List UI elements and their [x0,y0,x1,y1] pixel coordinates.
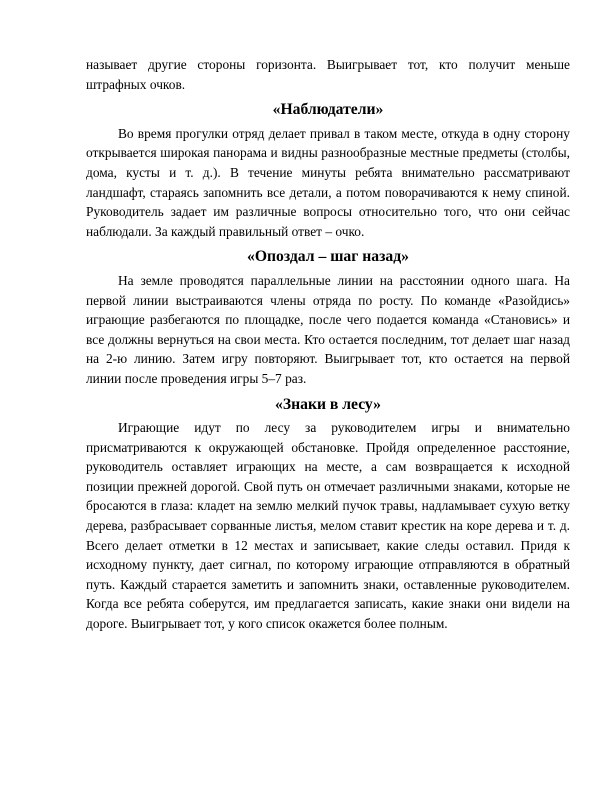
section-title-forest-signs: «Знаки в лесу» [275,395,381,413]
intro-paragraph: называет другие стороны горизонта. Выигрывает тот, кто получит меньше штрафных очков. [86,57,570,92]
document-page [86,55,570,634]
section-text-observers: Во время прогулки отряд делает привал в таком месте, откуда в одну сторону открывается широкая панорама и видны разнообразные местные предметы (столбы, дома, кусты и т. д.). В течение минуты ребята внимательно рассматривают ландшафт, стараясь запомнить все детали, а потом поворачиваются к нему спиной. Руководитель задает им различные вопросы относительно того, что они сейчас наблюдали. За каждый правильный ответ – очко. [86,125,570,239]
section-text-forest-signs: Играющие идут по лесу за руководителем игры и внимательно присматриваются к окружающей обстановке. Пройдя определенное расстояние, руководитель оставляет играющих на месте, а сам возвращается к исходной позиции прежней дорогой. Свой путь он отмечает различными знаками, которые не бросаются в глаза: кладет на землю мелкий пучок травы, надламывает сухую ветку дерева, разбрасывает сорванные листья, мелом ставит крестик на коре дерева и т. д. Всего делает отметки в 12 местах и записывает, какие следы оставил. Придя к исходному пункту, дает сигнал, по которому играющие отправляются в обратный путь. Каждый старается заметить и запомнить знаки, оставленные руководителем. Когда все ребята соберутся, им предлагается записать, какие знаки они видели на дороге. Выигрывает тот, у кого список окажется более полным. [86,420,570,632]
section-text-late-step-back: На земле проводятся параллельные линии на расстоянии одного шага. На первой линии выстраиваются члены отряда по росту. По команде «Разойдись» играющие разбегаются по площадке, после чего подается команда «Становись» и все должны вернуться на свои места. Кто остается последним, тот делает шаг назад на 2-ю линию. Затем игру повторяют. Выигрывает тот, кто остается на первой линии после проведения игры 5–7 раз. [86,272,570,386]
section-title-late-step-back: «Опоздал – шаг назад» [247,248,409,266]
section-title-observers: «Наблюдатели» [272,101,384,119]
